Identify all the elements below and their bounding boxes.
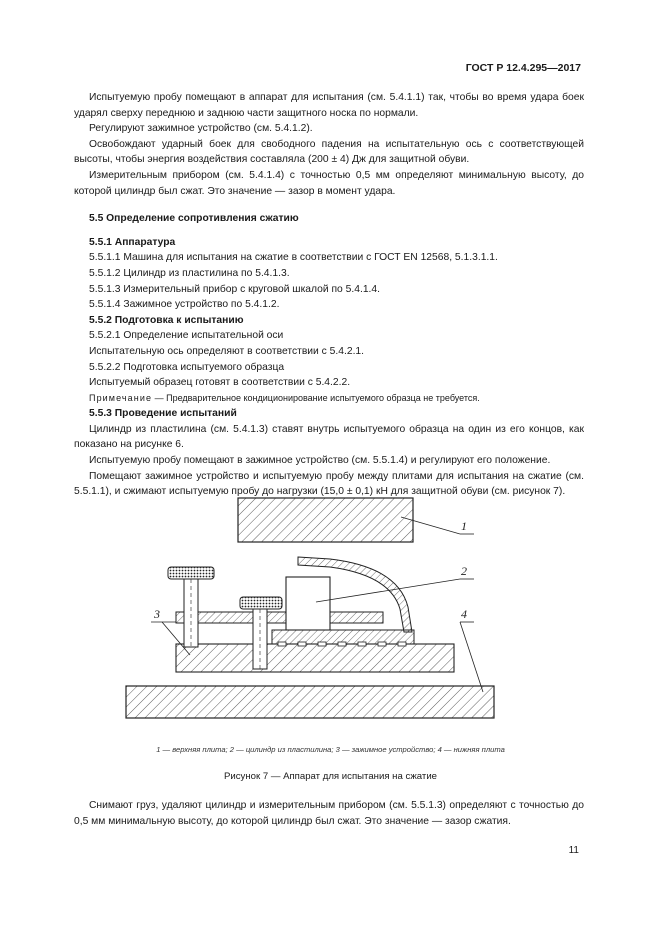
page-number: 11 <box>568 845 579 856</box>
clamp-upper-bar <box>176 612 383 623</box>
list-item: 5.5.1.3 Измерительный прибор с круговой шкалой по 5.4.1.4. <box>89 283 380 295</box>
paragraph-measure-height: Измерительным прибором (см. 5.4.1.4) с точностью 0,5 мм определяют минимальную высоту, до которой цилиндр был сжат. Это значение — зазор в момент удара. <box>74 169 584 197</box>
figure-label-3: 3 <box>154 607 160 621</box>
paragraph-impact-placement: Испытуемую пробу помещают в аппарат для испытания (см. 5.4.1.1) так, чтобы во время удара боек ударял сверху переднюю и заднюю части защитного носка по нормали. <box>74 92 584 119</box>
paragraph-release-striker: Освобождают ударный боек для свободного падения на испытательную ось с соответствующей высоты, чтобы энергия воздействия составляла (200 ± 4) Дж для защитной обуви. <box>74 138 584 166</box>
figure-legend: 1 — верхняя плита; 2 — цилиндр из пластилина; 3 — зажимное устройство; 4 — нижняя плита <box>156 745 505 754</box>
paragraph-clamp-sample: Испытуемую пробу помещают в зажимное устройство (см. 5.5.1.4) и регулируют его положение. <box>89 455 551 467</box>
subsection-5-5-1-title: 5.5.1 Аппаратура <box>89 236 176 248</box>
closing-text <box>74 798 584 829</box>
list-item: 5.5.2.2 Подготовка испытуемого образца <box>89 361 285 373</box>
standard-header: ГОСТ Р 12.4.295—2017 <box>465 62 581 74</box>
list-item: 5.5.1.1 Машина для испытания на сжатие в соответствии с ГОСТ EN 12568, 5.1.3.1.1. <box>89 252 498 264</box>
paragraph-remove-load: Снимают груз, удаляют цилиндр и измерительным прибором (см. 5.5.1.3) определяют с точностью до 0,5 мм минимальную высоту, до которой цилиндр был сжат. Это значение — зазор сжатия. <box>74 800 584 827</box>
figure-label-1: 1 <box>461 519 467 533</box>
subsection-5-5-2-title: 5.5.2 Подготовка к испытанию <box>89 314 244 326</box>
leader-4 <box>460 622 483 692</box>
left-screw-knob <box>168 567 214 579</box>
lower-plate <box>126 686 494 718</box>
middle-screw-knob <box>240 597 282 609</box>
section-5-5-title: 5.5 Определение сопротивления сжатию <box>89 213 299 225</box>
upper-plate <box>238 498 413 542</box>
paragraph-place-cylinder: Цилиндр из пластилина (см. 5.4.1.3) ставят внутрь испытуемого образца на один из его концов, как показано на рисунке 6. <box>74 423 584 451</box>
list-item: 5.5.2.1 Определение испытательной оси <box>89 330 284 342</box>
figure-label-2: 2 <box>461 564 467 578</box>
note-label: Примечание <box>89 392 153 403</box>
main-text <box>74 90 584 500</box>
list-item: 5.5.1.4 Зажимное устройство по 5.4.1.2. <box>89 299 280 311</box>
note-text: — Предварительное кондиционирование испытуемого образца не требуется. <box>152 392 480 403</box>
figure-label-4: 4 <box>461 607 467 621</box>
paragraph-compress-sample: Помещают зажимное устройство и испытуемую пробу между плитами для испытания на сжатие (см. 5.5.1.1), и сжимают испытуемую пробу до нагрузки (15,0 ± 0,1) кН для защитной обуви (см. рисунок 7). <box>74 470 584 498</box>
list-item: Испытуемый образец готовят в соответствии с 5.4.2.2. <box>89 377 351 389</box>
list-item: Испытательную ось определяют в соответствии с 5.4.2.1. <box>89 345 365 357</box>
paragraph-adjust-clamp: Регулируют зажимное устройство (см. 5.4.1.2). <box>89 123 313 135</box>
figure-caption: Рисунок 7 — Аппарат для испытания на сжатие <box>223 771 438 782</box>
note <box>74 391 584 407</box>
list-item: 5.5.1.2 Цилиндр из пластилина по 5.4.1.3. <box>89 267 290 279</box>
plasticine-cylinder <box>286 577 330 630</box>
subsection-5-5-3-title: 5.5.3 Проведение испытаний <box>89 408 237 420</box>
clamp-base-block <box>176 644 454 672</box>
compression-apparatus-figure <box>118 497 508 722</box>
